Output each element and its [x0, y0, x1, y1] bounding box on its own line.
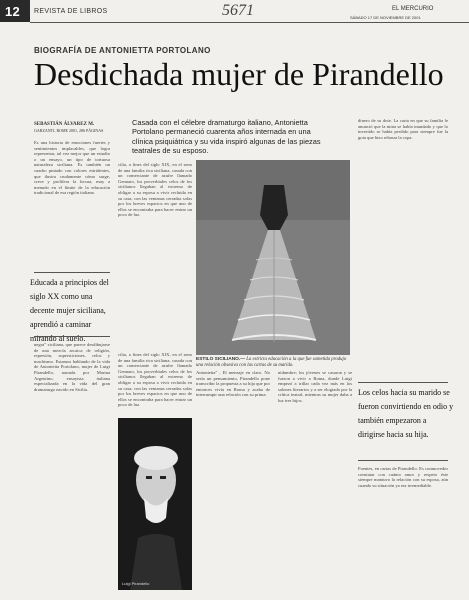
page-number: 12 — [5, 4, 21, 19]
page-number-box — [0, 0, 30, 22]
author: SEBASTIÁN ÁLVAREZ M. — [34, 122, 95, 127]
pullquote-rule-top — [34, 272, 110, 273]
portrait-illustration — [118, 418, 192, 590]
column-1-top: Es una historia de emociones fuertes y sentimientos implacables, que logra representar, tal vez mejor que un estudio o un ensayo, un tipo de tortuosa naturaleza siciliana. Es también un cuadro pintado con colores estridentes, que ilustra crudamente cómo surge, crece y prolifera la locura, muy a menudo en el límite de la educación tradicional de esa región italiana. — [34, 140, 110, 196]
handwritten-number: 5671 — [222, 2, 254, 19]
right-pullquote-rule-top — [358, 382, 448, 383]
column-4: nidumbre; los jóvenes se casaron y se fueron a vivir a Roma, donde Luigi empezó a trillar cada vez más en los salones literarios y a ser elogiado por la crítica teatral, mientras su mujer daba a luz tres hijos. — [278, 370, 352, 403]
column-3: Antonietta” , El mensaje en claro. No sería un pensamiento, Pirandello pone transcribir la propuesta a su hija que por entonces vivía en Roma y acaba de interrumpir una relación con su prima. — [196, 370, 270, 398]
caption-text: La estricta educación a la que fue sometida produjo una relación obsesiva con las cartas de su marido. — [196, 357, 347, 368]
pullquote-rule-bottom — [34, 336, 110, 337]
caption-label: ESTILO SICILIANO.— — [196, 357, 246, 362]
headline: Desdichada mujer de Pirandello — [34, 56, 444, 92]
right-pullquote-rule-bottom — [358, 460, 448, 461]
header-rule — [30, 22, 469, 23]
mannequin-illustration — [196, 160, 350, 355]
column-2: cilia, a fines del siglo XIX, en el seno de una familia rica siciliana, casada con un comerciante de azufre llamado Gennaro, los proverbiales celos de los sicilianos llegaban al extremo de obligar a su esposa a vivir recluida en su casa, con las ventanas cerradas solas por los breves espacios en que uno de ellos se encontraba para hacer entrar un poco de luz. — [118, 162, 192, 218]
photo-caption — [196, 357, 350, 369]
date: SÁBADO 17 DE NOVIEMBRE DE 2001 — [350, 15, 421, 20]
pullquote-left: Educada a principios del siglo XX como una decente mujer siciliana, aprendió a caminar mirando al suelo. — [30, 278, 109, 343]
author-meta: GARZANTI, ROME 2001, 286 PÁGINAS — [34, 128, 104, 133]
portrait-caption: Luigi Pirandello — [122, 581, 150, 586]
mannequin-photo — [196, 160, 350, 355]
lede: Casada con el célebre dramaturgo italiano, Antonietta Portolano permaneció cuarenta años internada en una clínica psiquiátrica y su vida inspiró algunas de las piezas teatrales de su esposo. — [132, 118, 321, 156]
kicker: BIOGRAFÍA DE ANTONIETTA PORTOLANO — [34, 46, 211, 55]
pullquote-right: Los celos hacia su marido se fueron convirtiendo en odio y también empezaron a dirigirse hacia su hija. — [358, 388, 454, 439]
section-label: REVISTA DE LIBROS — [34, 8, 108, 15]
column-5-top: dinero de su dote. La carta en que su familia le anunció que la mina se había inundado y que lo invertido se había perdido para siempre fue la gota que hizo rebasar la copa. — [358, 118, 448, 140]
portrait-photo — [118, 418, 192, 590]
column-1-bottom: negra” siciliana, que parece desdibujarse de una mezcla arcaica de religión, represión, supersticiones, celos y machismo. Estamos hablando de la vida de Antonietta Portolano, mujer de Luigi Pirandello, narrada por Marina Argentino, ensayista italiana especializada en la vida del gran dramaturgo nacido en Sicilia. — [34, 342, 110, 392]
column-2-continued: cilia, a fines del siglo XIX, en el seno de una familia rica siciliana, casada con un comerciante de azufre llamado Gennaro, los proverbiales celos de los sicilianos llegaban al extremo de obligar a su esposa a vivir recluida en su casa, con las ventanas cerradas solas por los breves espacios en que uno de ellos se encontraba para hacer entrar un poco de luz. — [118, 352, 192, 408]
column-5-bottom: Fuentes, en cartas de Pirandello. Es conmovedor constatar con cuánto amor y respeto éste siempre mantuvo la relación con su esposa, aún cuando su situación ya era irremediable. — [358, 466, 448, 488]
paper-name: EL MERCURIO — [392, 6, 434, 12]
